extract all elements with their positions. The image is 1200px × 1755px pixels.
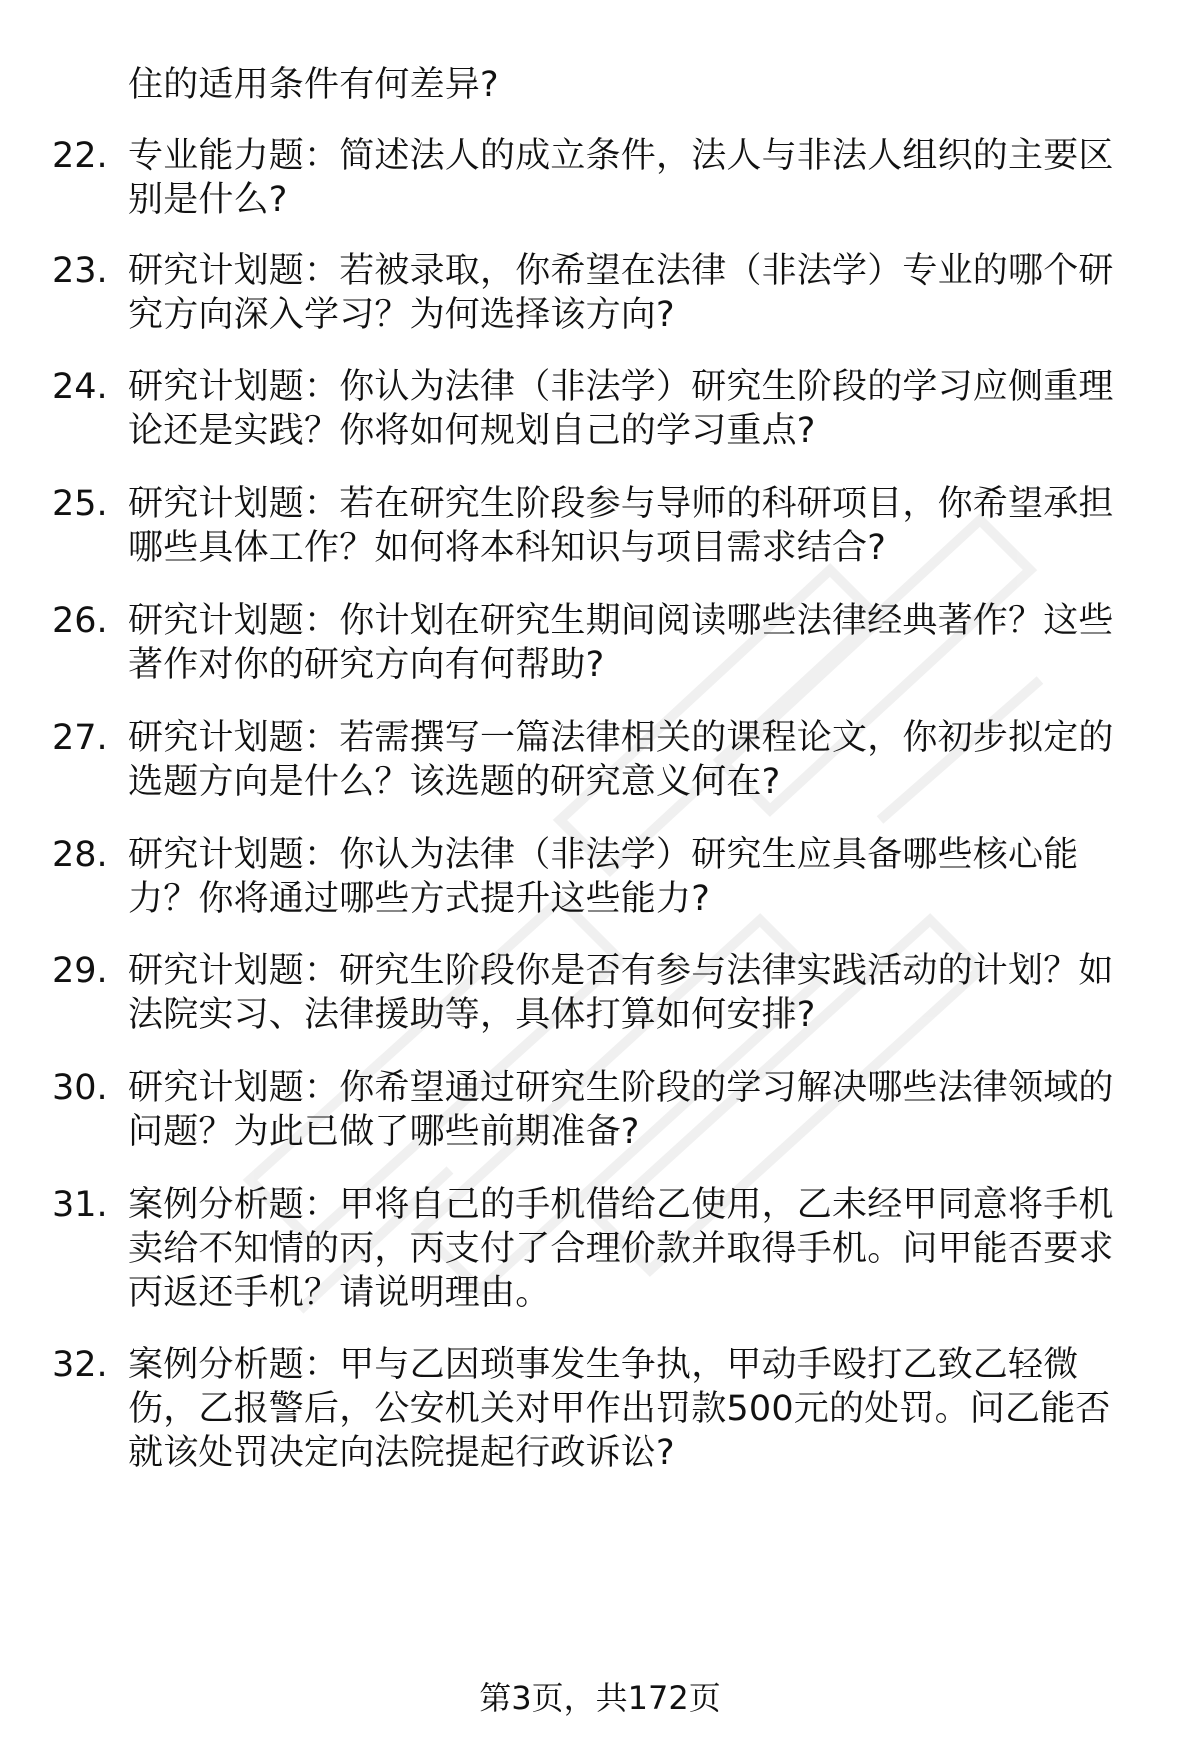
item-27-line-1: 研究计划题：若需撰写一篇法律相关的课程论文，你初步拟定的 xyxy=(128,718,1114,758)
item-number-23: 23. xyxy=(52,251,108,291)
item-number-30: 30. xyxy=(52,1068,108,1108)
item-31-line-2: 卖给不知情的丙，丙支付了合理价款并取得手机。问甲能否要求 xyxy=(128,1229,1114,1269)
item-29-line-1: 研究计划题：研究生阶段你是否有参与法律实践活动的计划？如 xyxy=(128,951,1114,991)
item-27-line-2: 选题方向是什么？该选题的研究意义何在? xyxy=(128,762,781,802)
continuation-line: 住的适用条件有何差异? xyxy=(128,65,499,105)
item-28-line-1: 研究计划题：你认为法律（非法学）研究生应具备哪些核心能 xyxy=(128,835,1079,875)
item-23-line-2: 究方向深入学习？为何选择该方向? xyxy=(128,295,675,335)
item-number-32: 32. xyxy=(52,1345,108,1385)
item-29-line-2: 法院实习、法律援助等，具体打算如何安排? xyxy=(128,995,816,1035)
item-25-line-1: 研究计划题：若在研究生阶段参与导师的科研项目，你希望承担 xyxy=(128,484,1114,524)
item-number-26: 26. xyxy=(52,601,108,641)
item-25-line-2: 哪些具体工作？如何将本科知识与项目需求结合? xyxy=(128,528,886,568)
item-number-24: 24. xyxy=(52,367,108,407)
item-32-line-3: 就该处罚决定向法院提起行政诉讼? xyxy=(128,1433,675,1473)
item-22-line-2: 别是什么? xyxy=(128,180,288,220)
item-number-25: 25. xyxy=(52,484,108,524)
item-22-line-1: 专业能力题：简述法人的成立条件，法人与非法人组织的主要区 xyxy=(128,136,1114,176)
item-number-31: 31. xyxy=(52,1185,108,1225)
item-26-line-2: 著作对你的研究方向有何帮助? xyxy=(128,645,605,685)
item-31-line-3: 丙返还手机？请说明理由。 xyxy=(128,1273,551,1313)
page-number-footer: 第3页，共172页 xyxy=(479,1679,721,1717)
item-24-line-1: 研究计划题：你认为法律（非法学）研究生阶段的学习应侧重理 xyxy=(128,367,1114,407)
item-number-29: 29. xyxy=(52,951,108,991)
item-32-line-1: 案例分析题：甲与乙因琐事发生争执，甲动手殴打乙致乙轻微 xyxy=(128,1345,1079,1385)
item-32-line-2: 伤，乙报警后，公安机关对甲作出罚款500元的处罚。问乙能否 xyxy=(128,1389,1111,1429)
item-30-line-1: 研究计划题：你希望通过研究生阶段的学习解决哪些法律领域的 xyxy=(128,1068,1114,1108)
item-30-line-2: 问题？为此已做了哪些前期准备? xyxy=(128,1112,640,1152)
item-number-28: 28. xyxy=(52,835,108,875)
item-31-line-1: 案例分析题：甲将自己的手机借给乙使用，乙未经甲同意将手机 xyxy=(128,1185,1114,1225)
item-number-22: 22. xyxy=(52,136,108,176)
item-26-line-1: 研究计划题：你计划在研究生期间阅读哪些法律经典著作？这些 xyxy=(128,601,1114,641)
item-number-27: 27. xyxy=(52,718,108,758)
item-28-line-2: 力？你将通过哪些方式提升这些能力? xyxy=(128,879,710,919)
item-24-line-2: 论还是实践？你将如何规划自己的学习重点? xyxy=(128,411,816,451)
item-23-line-1: 研究计划题：若被录取，你希望在法律（非法学）专业的哪个研 xyxy=(128,251,1114,291)
